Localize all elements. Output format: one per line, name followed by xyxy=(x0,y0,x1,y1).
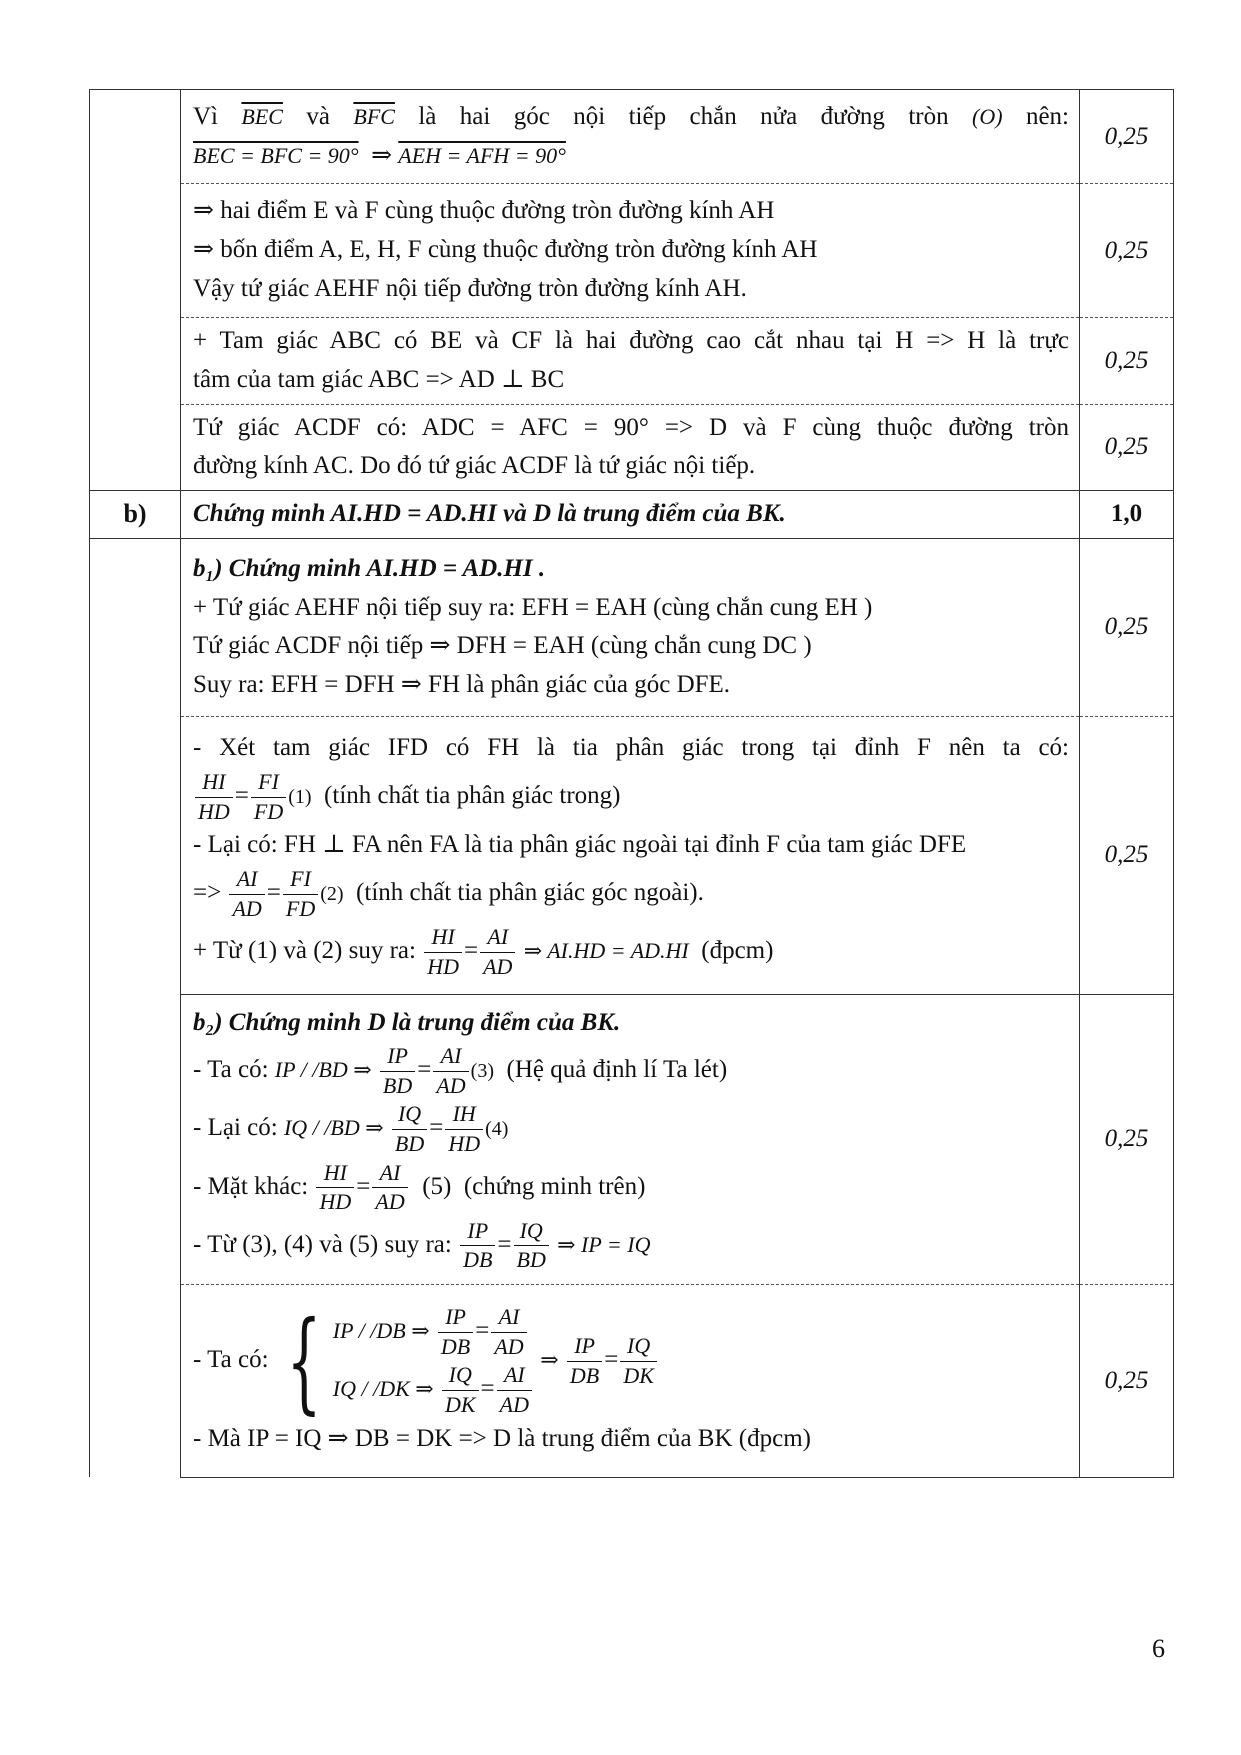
table-row xyxy=(90,318,1174,405)
score-cell: 0,25 xyxy=(1080,404,1174,491)
fraction: $\frac{IH}{HD}$ xyxy=(445,1100,483,1158)
text-line: - Mà IP = IQ ⇒ DB = DK => D là trung điểm của BK (đpcm) xyxy=(193,1424,811,1452)
fraction: $\frac{HI}{HD}$ xyxy=(316,1159,354,1217)
fraction: $\frac{AI}{AD}$ xyxy=(497,1361,532,1419)
text-line: đường kính AC. Do đó tứ giác ACDF là tứ giác nội tiếp. xyxy=(193,452,756,480)
table-row xyxy=(90,1284,1174,1477)
table-row xyxy=(90,994,1174,1284)
fraction: $\frac{IP}{DB}$ xyxy=(438,1303,473,1361)
fraction: $\frac{IQ}{BD}$ xyxy=(514,1217,549,1275)
fraction: $\frac{FI}{FD}$ xyxy=(283,865,318,923)
fraction: $\frac{IP}{DB}$ xyxy=(567,1332,602,1390)
content-cell xyxy=(181,184,1080,318)
text-line: Tứ giác ACDF nội tiếp ⇒ DFH = EAH (cùng chắn cung DC ) xyxy=(193,632,812,660)
content-cell xyxy=(181,90,1080,184)
score-cell: 0,25 xyxy=(1080,90,1174,184)
part-cell xyxy=(90,90,181,491)
system-line: - Ta có: { IP / /DB ⇒ $\frac{IP}{DB}$ = $\frac{AI}{AD}$ IQ / /DK ⇒ $\frac{IQ}{DK}$ = $\frac{AI}{AD}$ ⇒ $\frac{IP}{DB}$ = $\frac{IQ}{DK}$ xyxy=(193,1303,1069,1419)
score-cell: 1,0 xyxy=(1080,491,1174,539)
answer-table xyxy=(89,89,1174,1478)
text-line: ⇒ bốn điểm A, E, H, F cùng thuộc đường tròn đường kính AH xyxy=(193,236,818,264)
subheading: b₂) Chứng minh D là trung điểm của BK. xyxy=(193,1008,621,1036)
formula-line: - Lại có: IQ / /BD ⇒ $\frac{IQ}{BD}$ = $\frac{IH}{HD}$ (4) xyxy=(193,1100,1069,1158)
content-cell xyxy=(181,538,1080,716)
score-cell: 0,25 xyxy=(1080,716,1174,994)
score-cell: 0,25 xyxy=(1080,1284,1174,1477)
text-line: - Lại có: FH ⊥ FA nên FA là tia phân giác ngoài tại đỉnh F của tam giác DFE xyxy=(193,831,967,859)
text-line: tâm của tam giác ABC => AD ⊥ BC xyxy=(193,365,565,393)
table-row xyxy=(90,184,1174,318)
table-row xyxy=(90,538,1174,716)
fraction: $\frac{FI}{FD}$ xyxy=(251,768,286,826)
table-row xyxy=(90,491,1174,539)
fraction: $\frac{IP}{BD}$ xyxy=(380,1042,415,1100)
left-brace-icon: { xyxy=(286,1297,322,1426)
text-line: Tứ giác ACDF có: ADC = AFC = 90° => D và F cùng thuộc đường tròn xyxy=(193,413,1069,441)
content-cell xyxy=(181,994,1080,1284)
content-cell xyxy=(181,1284,1080,1477)
fraction: $\frac{AI}{AD}$ xyxy=(480,923,515,981)
subheading: b₁) Chứng minh AI.HD = AD.HI . xyxy=(193,554,546,582)
content-cell xyxy=(181,716,1080,994)
content-cell xyxy=(181,318,1080,405)
formula-line: - Mặt khác: $\frac{HI}{HD}$ = $\frac{AI}{AD}$ (5) (chứng minh trên) xyxy=(193,1159,1069,1217)
formula-line: => $\frac{AI}{AD}$ = $\frac{FI}{FD}$ (2) (tính chất tia phân giác góc ngoài). xyxy=(193,865,1069,923)
text-line: ⇒ hai điểm E và F cùng thuộc đường tròn đường kính AH xyxy=(193,197,775,225)
page-number: 6 xyxy=(1152,1634,1165,1663)
section-heading: Chứng minh AI.HD = AD.HI và D là trung điểm của BK. xyxy=(181,491,1080,539)
text-line: BEC = BFC = 90° ⇒ AEH = AFH = 90° xyxy=(193,141,566,169)
score-cell: 0,25 xyxy=(1080,538,1174,716)
fraction: $\frac{AI}{AD}$ xyxy=(372,1159,407,1217)
text-line: Suy ra: EFH = DFH ⇒ FH là phân giác của góc DFE. xyxy=(193,671,731,698)
text-line: Vậy tứ giác AEHF nội tiếp đường tròn đường kính AH. xyxy=(193,274,747,302)
fraction: $\frac{IQ}{DK}$ xyxy=(620,1332,657,1390)
score-cell: 0,25 xyxy=(1080,994,1174,1284)
text-line: - Xét tam giác IFD có FH là tia phân giác trong tại đỉnh F nên ta có: xyxy=(193,734,1069,762)
table-row xyxy=(90,404,1174,491)
formula-line: $\frac{HI}{HD}$ = $\frac{FI}{FD}$ (1) (tính chất tia phân giác trong) xyxy=(193,768,1069,826)
formula-line: + Từ (1) và (2) suy ra: $\frac{HI}{HD}$ = $\frac{AI}{AD}$ ⇒ AI.HD = AD.HI (đpcm) xyxy=(193,923,1069,981)
text-line: Vì $\overline{BEC}$ và $\overline{BFC}$ là hai góc nội tiếp chắn nửa đường tròn (O) nên: xyxy=(193,102,1069,130)
fraction: $\frac{HI}{HD}$ xyxy=(424,923,462,981)
text-line: + Tứ giác AEHF nội tiếp suy ra: EFH = EAH (cùng chắn cung EH ) xyxy=(193,593,873,621)
formula-line: - Từ (3), (4) và (5) suy ra: $\frac{IP}{DB}$ = $\frac{IQ}{BD}$ ⇒ IP = IQ xyxy=(193,1217,1069,1275)
fraction: $\frac{AI}{AD}$ xyxy=(491,1303,526,1361)
table-row xyxy=(90,716,1174,994)
part-label: b) xyxy=(90,491,181,539)
score-cell: 0,25 xyxy=(1080,184,1174,318)
fraction: $\frac{AI}{AD}$ xyxy=(433,1042,468,1100)
part-cell xyxy=(90,538,181,1477)
formula-line: - Ta có: IP / /BD ⇒ $\frac{IP}{BD}$ = $\frac{AI}{AD}$ (3) (Hệ quả định lí Ta lét) xyxy=(193,1042,1069,1100)
fraction: $\frac{AI}{AD}$ xyxy=(229,865,264,923)
content-cell xyxy=(181,404,1080,491)
equation-system: { IP / /DB ⇒ $\frac{IP}{DB}$ = $\frac{AI}{AD}$ IQ / /DK ⇒ $\frac{IQ}{DK}$ = $\frac{AI}{AD}$ xyxy=(275,1303,534,1419)
fraction: $\frac{HI}{HD}$ xyxy=(195,768,233,826)
fraction: $\frac{IQ}{DK}$ xyxy=(442,1361,479,1419)
fraction: $\frac{IQ}{BD}$ xyxy=(392,1100,427,1158)
text-line: + Tam giác ABC có BE và CF là hai đường cao cắt nhau tại H => H là trực xyxy=(193,327,1069,354)
table-row xyxy=(90,90,1174,184)
score-cell: 0,25 xyxy=(1080,318,1174,405)
fraction: $\frac{IP}{DB}$ xyxy=(460,1217,495,1275)
